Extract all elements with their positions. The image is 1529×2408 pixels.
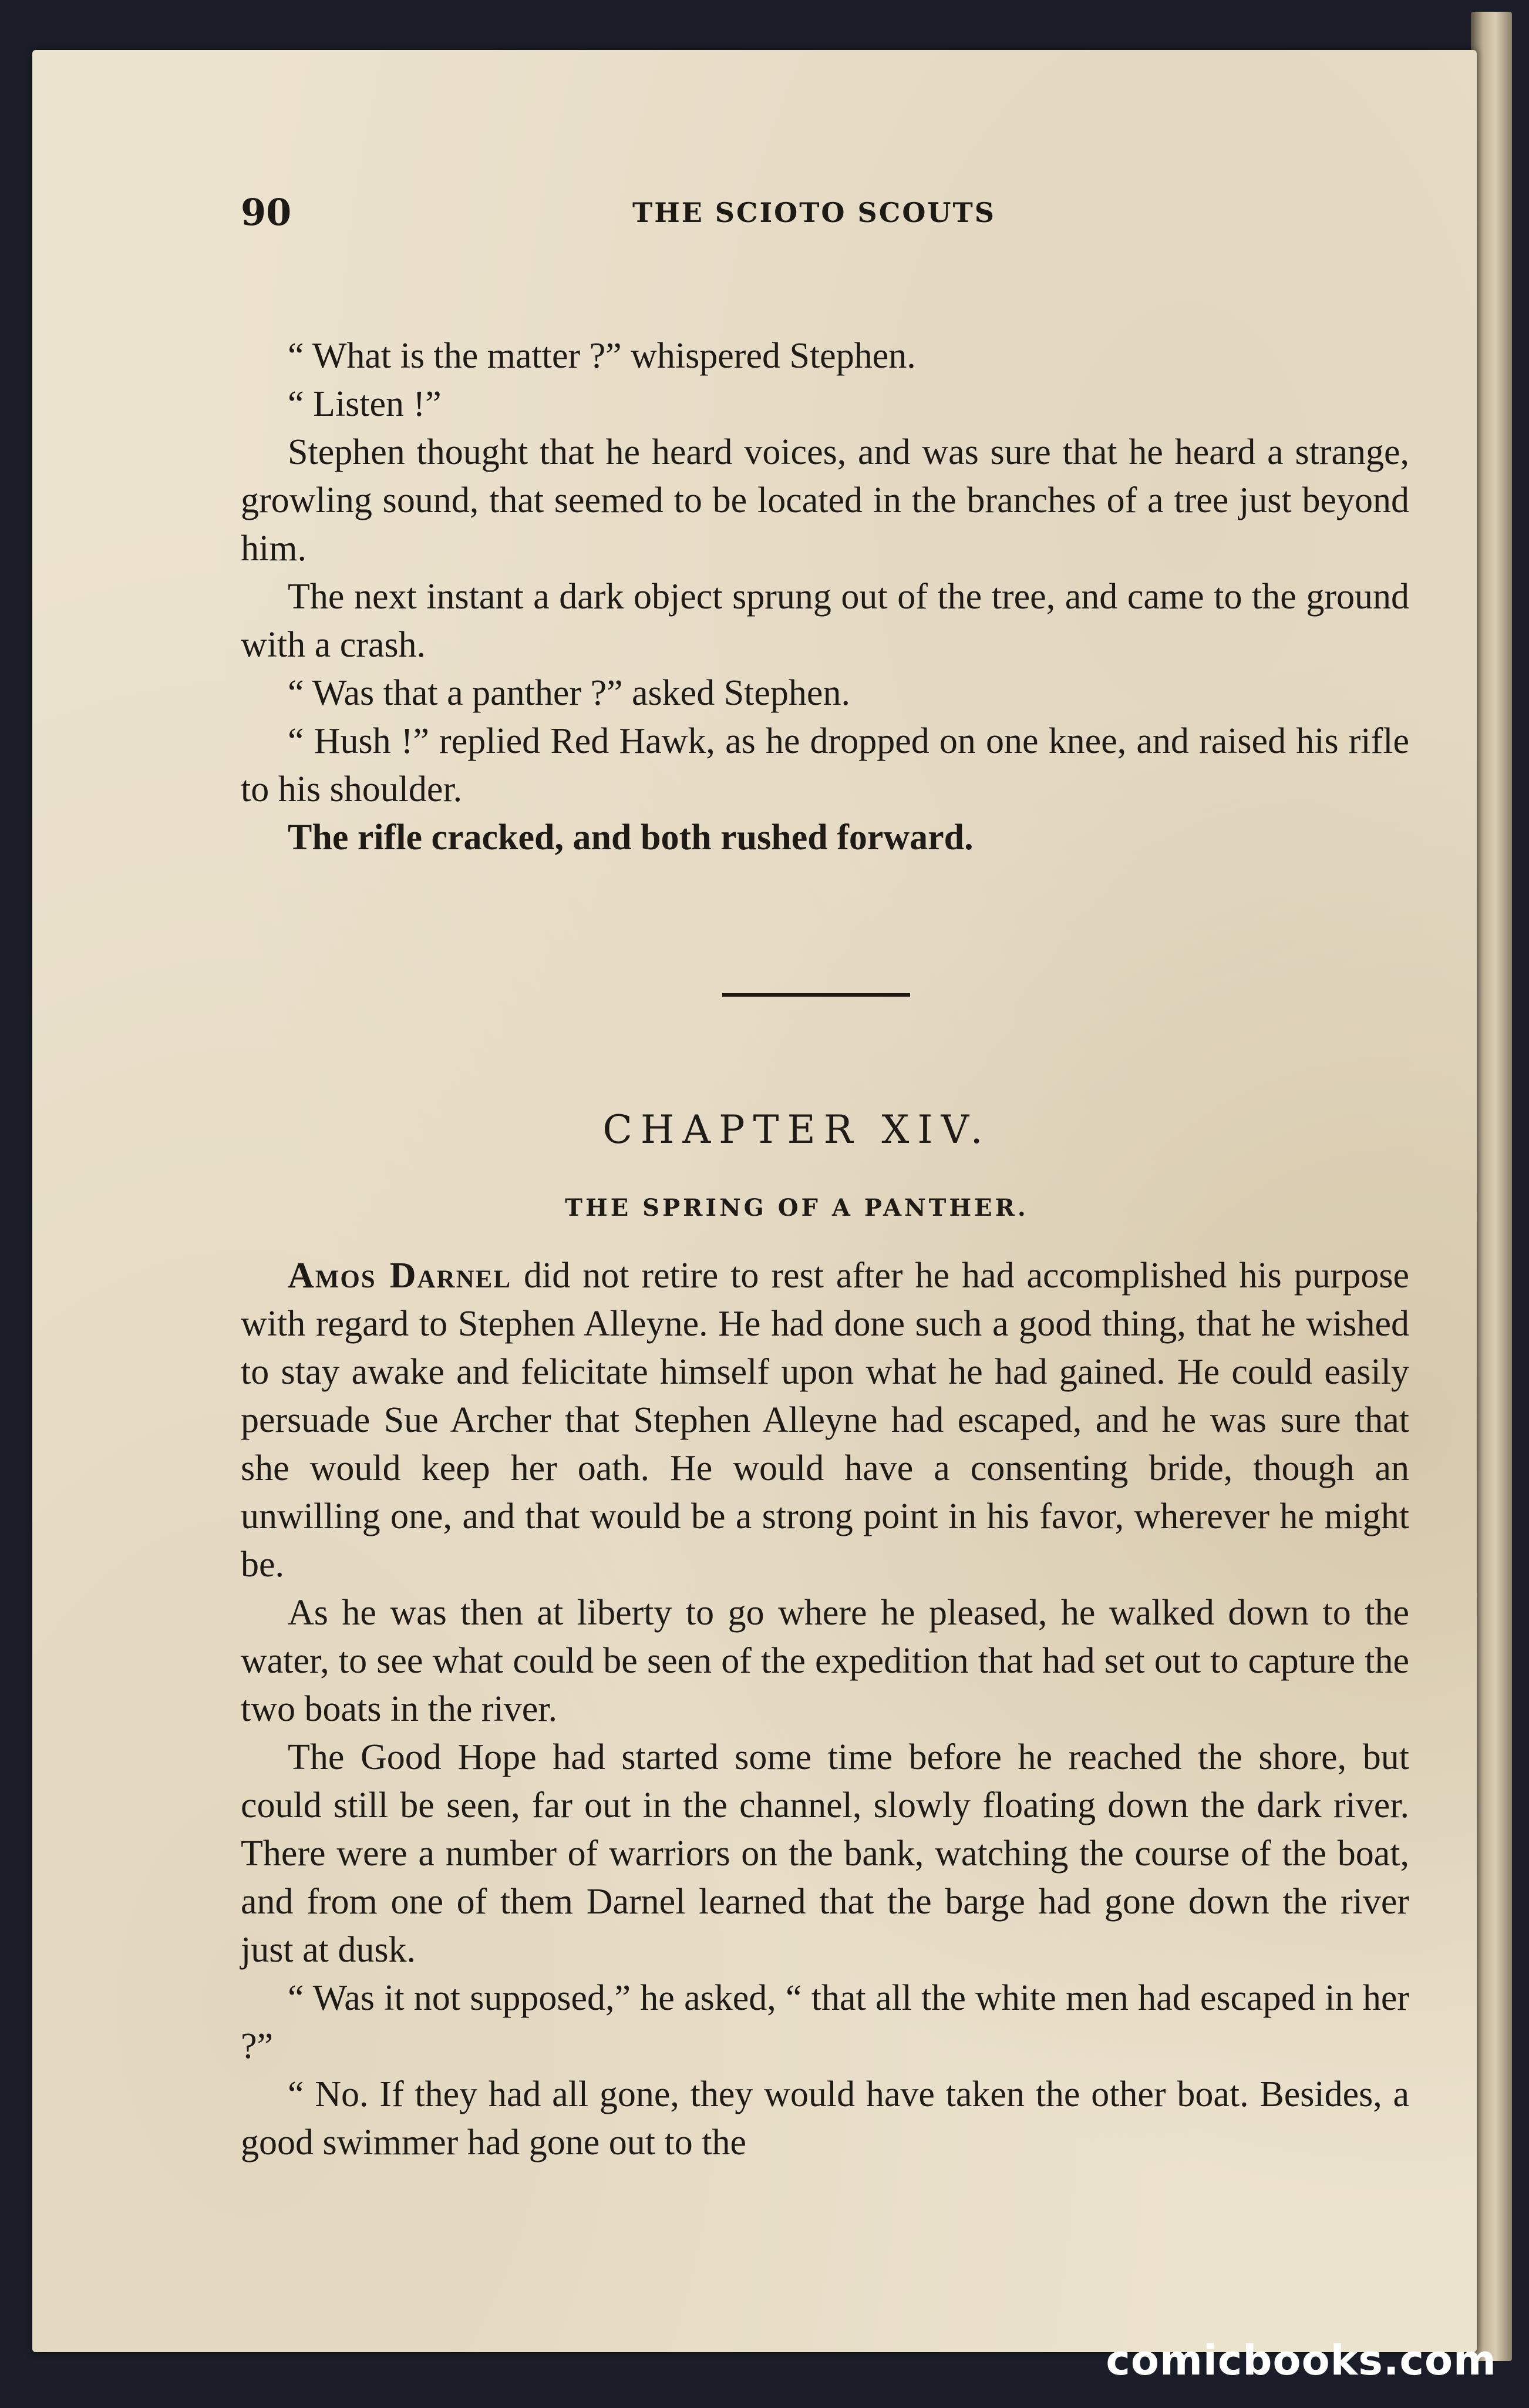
paragraph: The rifle cracked, and both rushed forward.: [288, 818, 974, 857]
paragraph: “ Was that a panther ?” asked Stephen.: [288, 673, 850, 713]
paragraph: The next instant a dark object sprung out of the tree, and came to the ground with a crash.: [241, 577, 1409, 665]
section-divider-rule: [722, 993, 910, 997]
watermark: comicbooks.com: [1106, 2336, 1497, 2385]
paragraph: “ Listen !”: [288, 384, 442, 424]
paragraph: As he was then at liberty to go where he pleased, he walked down to the water, to see what could be seen of the expedition that had set out to capture the two boats in the river.: [241, 1593, 1409, 1729]
paragraph: The Good Hope had started some time before he reached the shore, but could still be seen, far out in the channel, slowly floating down the dark river. There were a number of warriors on the bank, watching the course of the boat, and from one of them Darnel learned that the barge had gone down the river just at dusk.: [241, 1737, 1409, 1970]
book-spine-edge: [1471, 12, 1512, 2361]
opening-name-smallcaps: Amos Darnel: [288, 1256, 512, 1296]
chapter-opening-paragraph: [241, 1252, 1409, 1589]
paragraph: Stephen thought that he heard voices, and was sure that he heard a strange, growling sound, that seemed to be located in the branches of a tree just beyond him.: [241, 432, 1409, 569]
book-page: [32, 50, 1477, 2352]
chapter-title: CHAPTER XIV.: [602, 1107, 991, 1152]
chapter-subtitle: THE SPRING OF A PANTHER.: [565, 1194, 1029, 1222]
opening-paragraph-text: did not retire to rest after he had accomplished his purpose with regard to Stephen Alleyne. He had done such a good thing, that he wished to stay awake and felicitate himself upon what he had gained. He could easily persuade Sue Archer that Stephen Alleyne had escaped, and he was sure that she would keep her oath. He would have a consenting bride, though an unwilling one, and that would be a strong point in his favor, wherever he might be.: [241, 1256, 1409, 1585]
paragraph: “ Hush !” replied Red Hawk, as he dropped on one knee, and raised his rifle to his shoulder.: [241, 721, 1409, 809]
paragraph: “ No. If they had all gone, they would have taken the other boat. Besides, a good swimmer had gone out to the: [241, 2074, 1409, 2163]
running-title: THE SCIOTO SCOUTS: [632, 197, 996, 228]
paragraph: “ Was it not supposed,” he asked, “ that all the white men had escaped in her ?”: [241, 1978, 1409, 2066]
text-block-before-chapter: [241, 332, 1409, 862]
page-header: [32, 191, 1477, 244]
text-block-chapter-body: [241, 1252, 1409, 2167]
paragraph: “ What is the matter ?” whispered Stephen.: [288, 336, 916, 376]
page-number: 90: [241, 191, 292, 234]
